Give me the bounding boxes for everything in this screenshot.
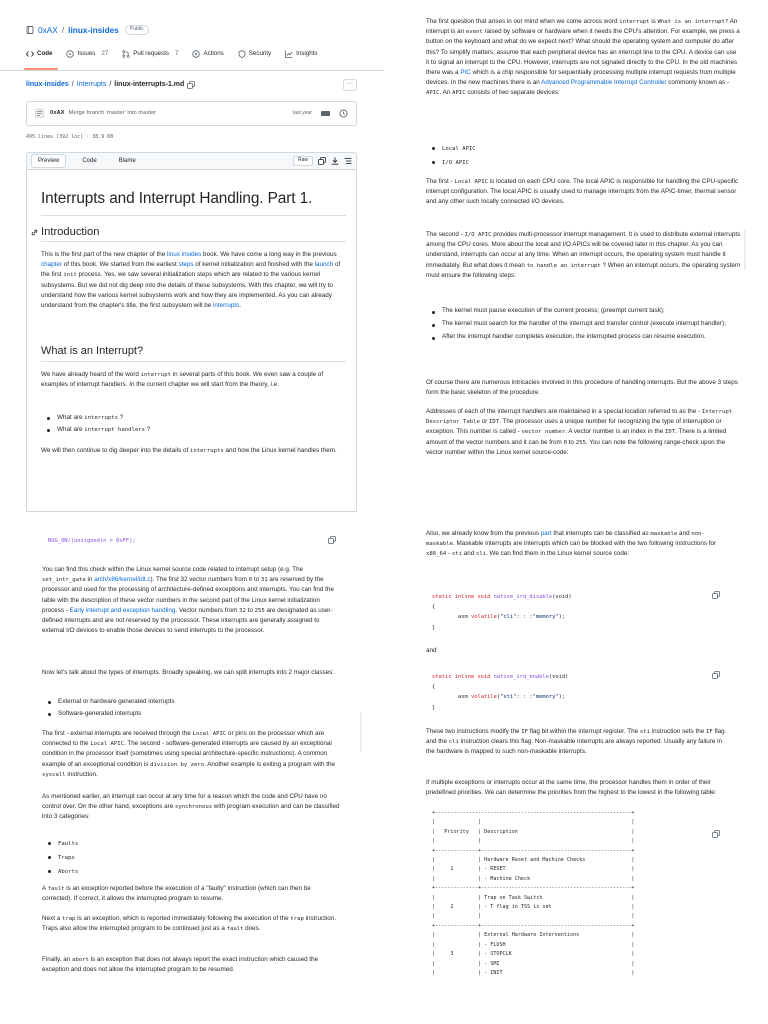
code-keyword: volatile	[470, 694, 497, 701]
nav-tab-label: Code	[37, 50, 53, 57]
shield-icon	[238, 50, 246, 58]
code-params: (void)	[548, 674, 569, 680]
code-keyword: static inline void	[432, 674, 494, 680]
inline-code: to handle an interrupt	[526, 262, 601, 269]
code-punct: : : :	[516, 614, 533, 621]
text-run: What are	[57, 426, 85, 433]
breadcrumb: linux-insides / Interrupts / linux-interrupts-1.md	[26, 80, 195, 90]
repo-header	[26, 24, 149, 36]
download-icon[interactable]	[331, 157, 339, 165]
what-paragraph	[41, 370, 346, 390]
intro-paragraph	[41, 250, 346, 311]
intro-rule	[41, 241, 346, 242]
list-item-text: The kernel must pause execution of the current process; (preempt current task);	[442, 307, 665, 314]
inline-code: Local APIC	[90, 741, 124, 748]
issue-icon	[66, 50, 74, 58]
text-run: of this book. We started from the earliest	[62, 261, 179, 269]
doc-continued-3	[384, 512, 768, 1024]
commit-time: last year	[293, 109, 312, 116]
text-run: The first question that arises in our mind when we come across word	[426, 18, 620, 25]
list-item	[428, 306, 738, 316]
inline-link[interactable]: Advanced Programmable Interrupt Controller	[541, 79, 667, 87]
visibility-badge: Public	[125, 25, 149, 34]
nav-tab-count: 7	[175, 50, 179, 57]
list-item	[44, 851, 78, 865]
text-run: . An	[439, 89, 453, 97]
list-item	[44, 865, 78, 879]
text-run: with program execution and can be classified into 3 categories:	[42, 803, 340, 821]
list-item	[428, 156, 476, 170]
inline-code: I/O APIC	[464, 232, 492, 238]
interrupt-definition-paragraph	[426, 17, 741, 99]
what-heading: What is an Interrupt?	[41, 345, 144, 357]
inline-code: interrupt	[619, 19, 650, 25]
nav-underline	[0, 70, 384, 71]
inline-link[interactable]: chapter	[41, 261, 63, 269]
inline-code: vector number	[521, 429, 566, 436]
code-punct: (	[496, 694, 501, 701]
code-brace: }	[432, 704, 436, 711]
list-item	[428, 332, 738, 342]
text-run: instruction sets the	[649, 728, 706, 735]
inline-link[interactable]: PIC	[460, 69, 471, 77]
external-interrupts-paragraph	[42, 729, 342, 780]
inline-code: 0	[248, 577, 253, 584]
inline-code: APIC	[426, 90, 440, 97]
nav-tab-security[interactable]	[238, 50, 271, 59]
history-icon[interactable]	[339, 109, 348, 118]
inline-code: IDT	[664, 429, 676, 436]
raw-button[interactable]: Raw	[293, 156, 313, 165]
nav-tab-issues[interactable]	[66, 50, 108, 59]
inline-link[interactable]: part	[540, 530, 552, 537]
scroll-hint	[360, 712, 362, 752]
list-item-text: External or hardware generated interrupts	[58, 698, 175, 705]
continue-paragraph	[41, 446, 341, 456]
text-run: You can find this check within the Linux kernel source code related to interrupt setup (e.g. The	[42, 566, 304, 573]
nav-tab-label: Actions	[203, 50, 224, 57]
text-run: to	[252, 576, 261, 584]
inline-code: IF	[705, 729, 713, 735]
inline-code: What is an interrupt?	[657, 19, 729, 25]
code-brace: {	[432, 684, 436, 691]
list-item-text: The kernel must search for the handler of the interrupt and transfer control (execute interrupt handler);	[442, 320, 726, 328]
inline-code: interrupts	[190, 448, 224, 454]
inline-code: abort	[71, 957, 89, 963]
text-run: to	[245, 606, 255, 614]
text-run: Finally, an	[42, 956, 72, 963]
nav-tab-insights[interactable]	[285, 50, 317, 59]
text-run: Next a	[42, 915, 62, 922]
tab-blame[interactable]: Blame	[118, 157, 136, 164]
doc-continued-1	[384, 0, 768, 512]
code-punct: : : :	[516, 694, 533, 701]
graph-icon	[285, 50, 293, 58]
inline-code: init	[63, 272, 77, 279]
handling-steps-list	[428, 306, 738, 346]
abort-paragraph	[42, 955, 342, 975]
maskable-paragraph	[426, 529, 726, 560]
commit-message[interactable]: Merge branch 'master' into master	[68, 110, 157, 117]
text-run: are designated as user-defined interrupts and are not reserved by the processor. These interrupts are generally assigned to external I/O devices to enable those devices to send interrupts to the processor.	[42, 606, 333, 635]
inline-code: Interrupt Descriptor Table	[426, 409, 733, 426]
pull-request-icon	[122, 50, 130, 58]
irq-enable-code	[432, 672, 568, 713]
text-run: The second -	[426, 231, 465, 238]
doc-title: Interrupts and Interrupt Handling. Part 1.	[41, 190, 313, 207]
inline-code: sti	[639, 729, 650, 735]
code-function-name: native_irq_enable	[493, 674, 549, 680]
inline-code: IF	[521, 729, 528, 735]
code-icon	[26, 50, 34, 58]
inline-code: division by zero	[150, 761, 205, 768]
text-run: . The processor uses a unique number for recognizing the type of interruption or exception. This number is called -	[426, 418, 722, 436]
breadcrumb-repo[interactable]: linux-insides	[26, 81, 69, 88]
local-apic-paragraph	[426, 177, 741, 208]
code-string: "memory"	[532, 614, 559, 621]
nav-tab-label: Insights	[296, 50, 318, 57]
text-run: . Maskable interrupts are interrupts which can be blocked with the two following instructions for	[452, 540, 717, 548]
text-run: ? When an interrupt occurs, the operating system must ensure the following steps:	[426, 261, 741, 279]
inline-code: x86_64	[426, 551, 447, 558]
code-asm: asm	[457, 694, 471, 701]
nav-tab-code[interactable]	[26, 50, 52, 59]
breadcrumb-file: linux-interrupts-1.md	[114, 81, 185, 88]
active-tab-indicator	[24, 68, 58, 70]
repo-icon	[26, 26, 34, 35]
priorities-paragraph: If multiple exceptions or interrupts occur at the same time, the processor handles them in order of their predefined priorities. We can determine the priorities from the highest to the lowest in the following table:	[426, 779, 717, 797]
code-punct: );	[558, 614, 566, 621]
inline-code: cli	[475, 551, 487, 558]
text-run: ?	[144, 426, 151, 433]
nav-tab-count: 27	[101, 50, 109, 57]
play-icon	[192, 50, 200, 58]
file-info: 495 lines (392 loc) · 38.9 KB	[26, 134, 114, 140]
text-run: and	[461, 550, 476, 558]
text-run: instruction. Traps also allow the interrupted program to be continued just as a	[42, 915, 337, 933]
text-run: raised by software or hardware when it needs the CPU's attention. For example, we press a button on the keyboard and what do we expect next? What should the operating system and computer do after this? To simplify matters, assume that each peripheral device has an interrupt line to the CPU. A device can use it to signal an interrupt to the CPU. However, interrupts are not signaled directly to the CPU. In the old machines there was a	[426, 28, 740, 77]
copy-icon[interactable]	[318, 157, 326, 165]
text-run: which is a chip responsible for sequentially processing multiple interrupt requests from multiple devices. In the new machines there is an	[426, 69, 736, 87]
intro-heading	[31, 224, 99, 240]
inline-link[interactable]: launch	[314, 261, 334, 269]
repo-name-link[interactable]: linux-insides	[68, 25, 119, 35]
inline-link[interactable]: arch/x86/kernel/idt.c	[94, 576, 151, 584]
title-rule	[41, 215, 346, 216]
list-item	[428, 319, 738, 329]
text-run: This is the first part of the new chapter of the	[41, 251, 167, 258]
text-run: We have already heard of the word	[41, 371, 141, 378]
text-run: flag and the	[426, 728, 725, 746]
fault-paragraph	[42, 884, 342, 904]
copy-path-icon[interactable]	[187, 81, 195, 89]
tab-code[interactable]: Code	[82, 157, 97, 164]
text-run: provides multi-processor interrupt management. It is used to distribute external interrupts among the CPU cores. More about the local and I/O APICs will be covered later in this chapter. As you can understand, interrupts can occur at any time. When an interrupt occurs, the operating system must handle it immediately. But what does it mean	[426, 231, 741, 269]
idt-paragraph	[426, 407, 741, 458]
repo-nav	[26, 50, 317, 59]
list-item-text: Software-generated interrupts	[58, 710, 142, 717]
commit-author[interactable]: 0xAX	[50, 110, 65, 117]
inline-code: 255	[254, 607, 265, 614]
exceptions-paragraph	[42, 792, 342, 823]
outline-icon[interactable]	[344, 157, 352, 165]
code-punct: );	[558, 694, 566, 701]
inline-link[interactable]: steps	[178, 261, 194, 269]
text-run: An interrupt is an	[426, 18, 738, 36]
code-string: "memory"	[532, 694, 559, 701]
inline-code: set_intr_gate	[42, 577, 86, 584]
inline-code: interrupt handlers	[84, 427, 145, 433]
intro-heading-text: Introduction	[41, 226, 100, 238]
more-options-button[interactable]: ···	[343, 79, 357, 91]
bug-on-line: BUG_ON((unsigned)n > 0xFF);	[48, 538, 136, 544]
text-run: ). The first 32 vector numbers from	[150, 576, 249, 584]
inline-code: trap	[61, 916, 76, 922]
inline-code: Local APIC	[454, 179, 489, 185]
if-flag-paragraph	[426, 727, 726, 758]
list-item-text: Faults	[58, 841, 79, 847]
inline-code: maskable	[650, 531, 678, 537]
avatar	[35, 109, 44, 118]
breadcrumb-folder[interactable]: Interrupts	[76, 81, 107, 88]
inline-code: interrupt	[140, 372, 171, 378]
view-tabs	[26, 152, 357, 170]
code-keyword: volatile	[470, 614, 497, 621]
text-run: and how the Linux kernel handles them.	[223, 447, 337, 454]
text-run: instruction clears this flag. Non-maskable interrupts are always reported. Usually any failure in the hardware is mapped to such non-maskable interrupts.	[426, 738, 723, 756]
inline-code: IDT	[489, 419, 500, 426]
list-item-text: Traps	[58, 855, 75, 861]
text-run: in	[85, 576, 95, 584]
nav-tab-label: Security	[248, 50, 272, 57]
text-run: are reserved by the processor and used for the processing of architecture-defined exceptions and interrupts. You can find the table with the description of these vector numbers in the second part of the Linux kernel initialization process -	[42, 576, 334, 614]
text-run: and	[677, 530, 692, 537]
text-run: process. Yes, we saw several initialization steps which are related to the various kernel subsystems. But we did not dig deep into the details of these subsystems. With this chapter, we will try to understand how the various kernel subsystems work and how they are implemented. As you can already understand from the chapter's title, the first subsystem will be	[41, 271, 333, 310]
tab-preview[interactable]: Preview	[31, 154, 66, 169]
list-item-text: Aborts	[58, 869, 79, 875]
inline-code: syscall	[42, 771, 66, 778]
code-keyword: static inline void	[432, 594, 494, 600]
text-run: is an exception that does not always report the exact instruction which caused the exception and does not allow the interrupted program to be resumed.	[42, 956, 319, 974]
scroll-hint	[744, 230, 746, 270]
text-run: . You can note the following range-check upon the vector number within the Linux kernel source-code:	[426, 438, 726, 456]
markdown-body	[26, 170, 357, 512]
text-run: . We can find them in the Linux kernel source code:	[486, 550, 630, 558]
repo-owner-link[interactable]: 0xAX	[38, 25, 58, 35]
repo-separator: /	[61, 25, 65, 35]
list-item	[44, 837, 78, 851]
text-run: flag bit within the interrupt register. The	[527, 728, 640, 735]
inline-code: interrupts	[84, 415, 118, 421]
vector-numbers-paragraph	[42, 565, 342, 636]
copy-code-icon[interactable]	[712, 671, 720, 679]
priority-table: +----------------------------------------------------------------+ | | | | Priority | Description | | | | +--------------+-------------------------------------------------+ | | Hardware Reset and Machine Checks | | 1 | - RESET | | | - Machine Check | +--------------+-------------------------------------------------+ | | Trap on Task Switch | | 2 | - T flag in TSS is set | | | | +--------------+-------------------------------------------------+ | | External Hardware Interventions | | | - FLUSH | | 3 | - STOPCLK | | | - SMI | | | - INIT |	[432, 810, 635, 976]
inline-code: sti	[451, 551, 462, 558]
inline-code: APIC	[452, 90, 466, 97]
classes-paragraph: Now let's talk about the types of interrupts. Broadly speaking, we can split interrupts into 2 major classes:	[42, 669, 335, 676]
anchor-link-icon[interactable]	[31, 229, 38, 236]
text-run: . Another example is exiting a program with the	[204, 760, 335, 768]
apic-list	[428, 142, 476, 170]
copy-code-icon[interactable]	[712, 830, 720, 838]
inline-code: fault	[47, 886, 65, 892]
text-run: consists of two separate devices:	[465, 89, 560, 97]
nav-tab-label: Pull requests	[133, 50, 170, 57]
text-run: Addresses of each of the interrupt handlers are maintained in a special location referred to as the -	[426, 408, 702, 415]
and-text: and	[426, 647, 437, 654]
latest-commit-bar	[26, 101, 357, 126]
text-run: in several parts of this book. We even saw a couple of examples of interrupt handlers. In the current chapter we will start from the theory, i.e.	[41, 371, 324, 389]
text-run: A	[42, 885, 48, 892]
list-item	[44, 708, 175, 720]
trap-paragraph	[42, 914, 342, 934]
text-run: We will then continue to dig deeper into the details of	[41, 447, 191, 454]
list-item-text: After the interrupt handler completes execution, the interrupted process can resume execution.	[442, 333, 706, 341]
nav-tab-label: Issues	[77, 50, 96, 57]
inline-code: 31	[260, 577, 268, 584]
text-run: . There is a limited amount of the vector numbers and it can be from	[426, 428, 727, 446]
text-run: or	[479, 418, 489, 426]
text-run: . A vector number is an index in the	[565, 428, 665, 436]
code-string: "cli"	[500, 614, 517, 621]
inline-code: Local APIC	[192, 731, 227, 737]
text-run: to	[566, 438, 576, 446]
code-function-name: native_irq_disable	[493, 594, 553, 600]
code-brace: {	[432, 604, 436, 611]
text-run: .	[239, 302, 241, 310]
code-params: (void)	[552, 594, 572, 600]
text-run: commonly known as -	[666, 79, 730, 87]
list-item	[44, 696, 175, 708]
text-run: instruction.	[65, 770, 98, 778]
text-run: that interrupts can be classified as	[551, 530, 651, 537]
inline-link[interactable]: Early interrupt and exception handling	[69, 606, 176, 614]
text-run: The first -	[426, 178, 455, 185]
doc-continued-2	[0, 512, 384, 1024]
list-item-text: Local APIC	[442, 146, 476, 152]
code-brace: }	[432, 624, 436, 631]
nav-tab-pull-requests[interactable]	[122, 50, 178, 59]
text-run: is located on each CPU core. The local APIC is responsible for handling the CPU-specific interrupt configuration. The local APIC is usually used to manage interrupts from the APIC-timer, thermal sensor and any other such locally connected I/O devices.	[426, 178, 739, 206]
text-run: book. We have come a long way in the previous	[201, 251, 337, 258]
inline-code: trap	[290, 916, 304, 922]
text-run: is	[649, 18, 658, 25]
text-run: -	[446, 550, 452, 558]
text-run: As mentioned earlier, an interrupt can occur at any time for a reason which the code and CPU have no control over. On the other hand, exceptions are	[42, 793, 327, 811]
list-item	[43, 412, 150, 424]
exception-categories-list	[44, 837, 78, 879]
text-run: or pins on the processor which are connected to the	[42, 730, 325, 748]
code-punct: (	[496, 614, 501, 621]
text-run: . Vector numbers from	[175, 606, 240, 614]
what-rule	[41, 361, 346, 362]
inline-code: 0	[563, 439, 567, 446]
text-run: is an exception reported before the execution of a "faulty" instruction (which can then be corrected). If correct, it allows the interrupted program to resume.	[42, 885, 311, 903]
inline-code: event	[465, 29, 483, 36]
copy-code-icon[interactable]	[712, 591, 720, 599]
text-run: is an exception, which is reported immediately following the execution of the	[75, 915, 291, 922]
inline-link[interactable]: linux insides	[167, 251, 202, 258]
list-item-text: I/O APIC	[442, 160, 469, 166]
commit-hash[interactable]	[321, 111, 330, 116]
text-run: ?	[117, 414, 124, 421]
skeleton-paragraph: Of course there are numerous intricacies involved in this procedure of handling interrupts. But the above 3 steps form the basic skeleton of the procedure.	[426, 379, 738, 397]
inline-code: non-maskable	[426, 531, 705, 548]
inline-code: synchronous	[175, 804, 213, 811]
code-asm: asm	[457, 614, 471, 621]
text-run: of kernel initialization and finished with the	[193, 261, 315, 269]
inline-code: 32	[239, 607, 246, 614]
what-list	[43, 412, 150, 436]
list-item	[428, 142, 476, 156]
inline-code: fault	[226, 926, 244, 933]
text-run: . The second - software-generated interrupts are caused by an exceptional condition in the processor itself (sometimes using special architecture-specific instructions). A common example of an exceptional condition is	[42, 740, 332, 768]
copy-code-icon[interactable]	[328, 536, 336, 544]
bug-on-code	[48, 536, 136, 546]
inline-link[interactable]: interrupts	[213, 302, 240, 310]
interrupt-classes-list	[44, 696, 175, 720]
irq-disable-code	[432, 592, 572, 633]
text-run: The first - external interrupts are received through the	[42, 730, 193, 737]
list-item	[43, 424, 150, 436]
inline-code: 255	[575, 439, 586, 446]
text-run: Also, we already know from the previous	[426, 530, 541, 537]
text-run: These two instructions modify the	[426, 728, 522, 735]
io-apic-paragraph	[426, 230, 741, 281]
text-run: does.	[243, 925, 261, 933]
text-run: What are	[57, 414, 85, 421]
code-string: "sti"	[500, 694, 517, 701]
inline-code: cli	[448, 739, 459, 746]
text-run: of the first	[41, 261, 341, 279]
github-file-view	[0, 0, 384, 512]
nav-tab-actions[interactable]	[192, 50, 223, 59]
